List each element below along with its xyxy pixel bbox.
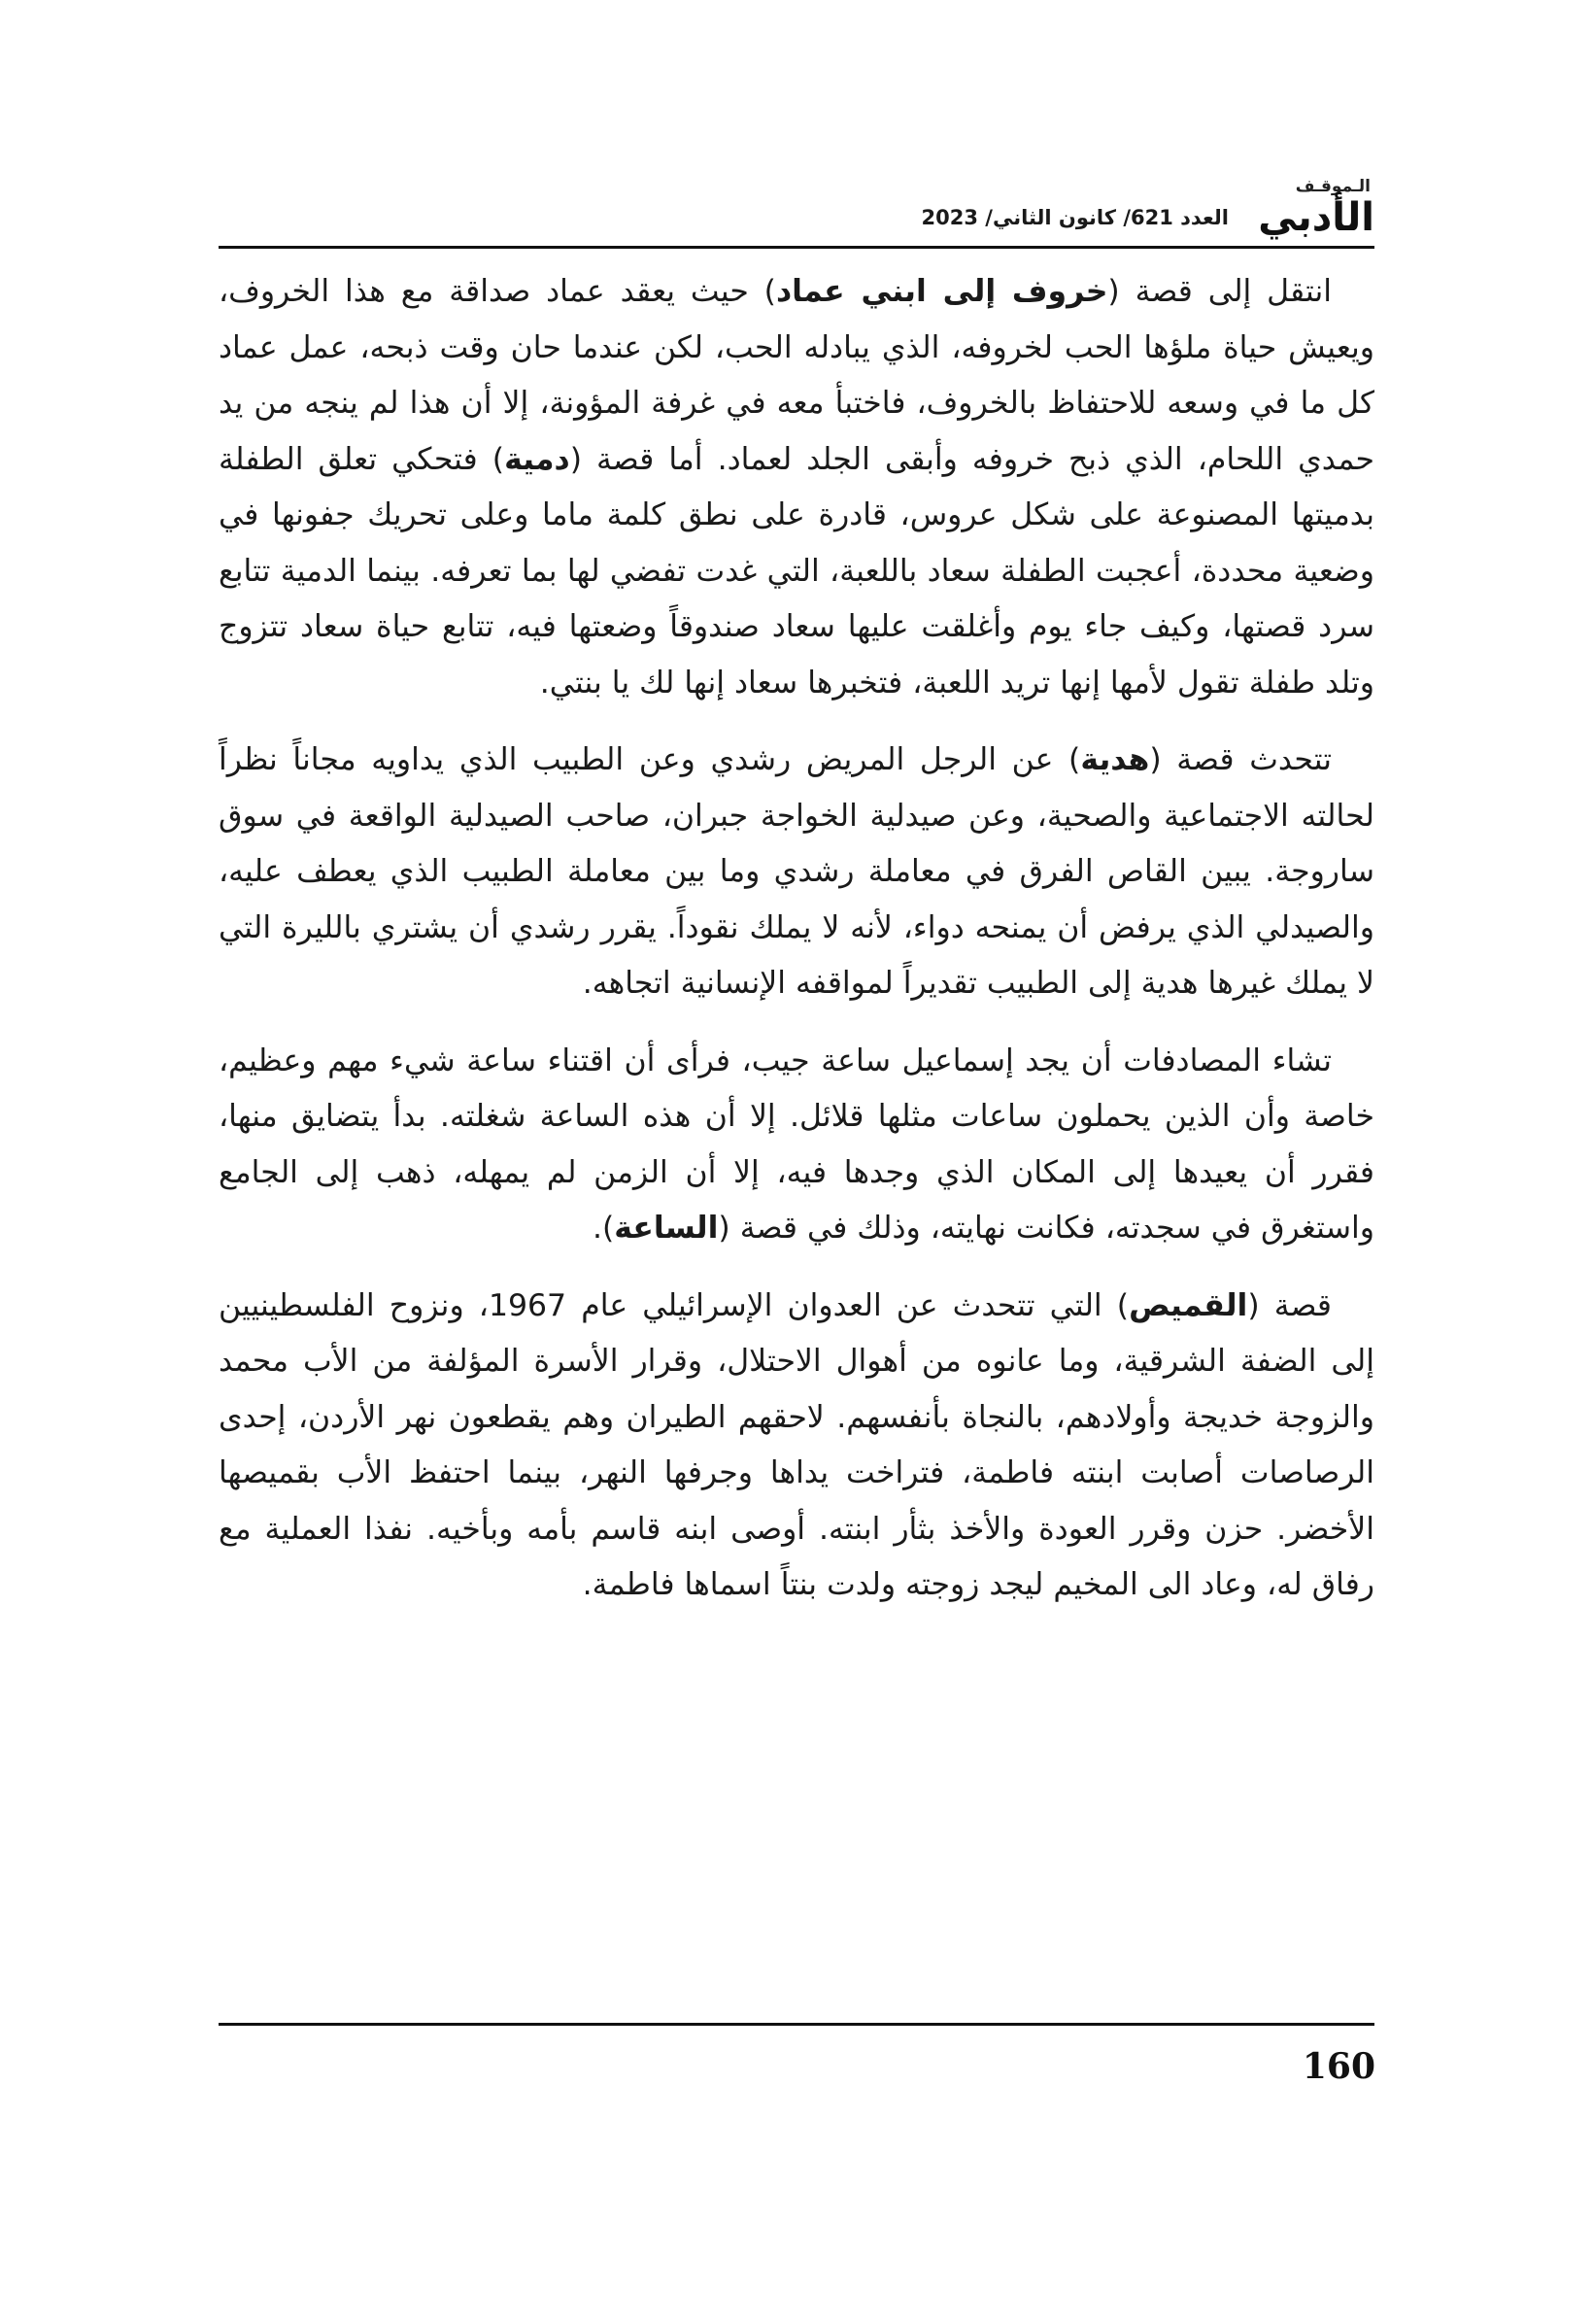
paragraph-3 [219,1034,1374,1257]
para1-text-c: ) فتحكي تعلق الطفلة بدميتها المصنوعة على شكل عروس، قادرة على نطق كلمة ماما وعلى تحريك جفونها في وضعية محددة، أعجبت الطفلة سعاد باللعبة، التي غدت تفضي لها بما تعرفه. بينما الدمية تتابع سرد قصتها، وكيف جاء يوم وأغلقت عليها سعاد صندوقاً وضعتها فيه، تتابع حياة سعاد تتزوج وتلد طفلة تقول لأمها إنها تريد اللعبة، فتخبرها سعاد إنها لك يا بنتي. [219,441,1374,701]
story-title-hadiya: هدية [1080,742,1150,777]
page-header [219,177,1374,243]
story-title-qamees: القميص [1129,1287,1248,1323]
story-title-dumya: دمية [504,441,570,477]
para4-text-a: قصة ( [1247,1287,1332,1323]
logo-main-text: الأدبي [1258,195,1374,240]
para3-text-b: ). [592,1211,615,1246]
issue-info: العدد 621/ كانون الثاني/ 2023 [921,206,1229,229]
para4-text-b: ) التي تتحدث عن العدوان الإسرائيلي عام 1967، ونزوح الفلسطينيين إلى الضفة الشرقية، وما عانوه من أهوال الاحتلال، وقرار الأسرة المؤلفة من الأب محمد والزوجة خديجة وأولادهم، بالنجاة بأنفسهم. لاحقهم الطيران وهم يقطعون نهر الأردن، إحدى الرصاصات أصابت ابنته فاطمة، فتراخت يداها وجرفها النهر، بينما احتفظ الأب بقميصها الأخضر. حزن وقرر العودة والأخذ بثأر ابنته. أوصى ابنه قاسم بأمه وبأخيه. نفذا العملية مع رفاق له، وعاد الى المخيم ليجد زوجته ولدت بنتاً اسماها فاطمة. [219,1287,1374,1602]
paragraph-1 [219,264,1374,711]
magazine-logo [1250,177,1374,243]
story-title-kharoof: خروف إلى ابني عماد [775,274,1108,309]
para2-text-a: تتحدث قصة ( [1149,742,1333,777]
logo-top-text: الـموقـف [1295,177,1371,196]
article-body [219,264,1374,1916]
para1-text-a: انتقل إلى قصة ( [1107,274,1332,309]
para3-text-a: تشاء المصادفات أن يجد إسماعيل ساعة جيب، فرأى أن اقتناء ساعة شيء مهم وعظيم، خاصة وأن الذين يحملون ساعات مثلها قلائل. إلا أن هذه الساعة شغلته. بدأ يتضايق منها، فقرر أن يعيدها إلى المكان الذي وجدها فيه، إلا أن الزمن لم يمهله، ذهب إلى الجامع واستغرق في سجدته، فكانت نهايته، وذلك في قصة ( [219,1042,1374,1246]
header-divider [219,246,1374,249]
paragraph-4 [219,1279,1374,1614]
story-title-saa: الساعة [614,1211,719,1246]
para1-text-b: ) حيث يعقد عماد صداقة مع هذا الخروف، ويعيش حياة ملؤها الحب لخروفه، الذي يبادله الحب، لكن عندما حان وقت ذبحه، عمل عماد كل ما في وسعه للاحتفاظ بالخروف، فاختبأ معه في غرفة المؤونة، إلا أن هذا لم ينجه من يد حمدي اللحام، الذي ذبح خروفه وأبقى الجلد لعماد. أما قصة ( [219,274,1374,477]
page-number: 160 [1302,2046,1375,2087]
footer-divider [219,2023,1374,2026]
para2-text-b: ) عن الرجل المريض رشدي وعن الطبيب الذي يداويه مجاناً نظراً لحالته الاجتماعية والصحية، وعن صيدلية الخواجة جبران، صاحب الصيدلية الواقعة في سوق ساروجة. يبين القاص الفرق في معاملة رشدي وما بين معاملة الطبيب الذي يعطف عليه، والصيدلي الذي يرفض أن يمنحه دواء، لأنه لا يملك نقوداً. يقرر رشدي أن يشتري بالليرة التي لا يملك غيرها هدية إلى الطبيب تقديراً لمواقفه الإنسانية اتجاهه. [219,742,1374,1001]
paragraph-2 [219,733,1374,1012]
